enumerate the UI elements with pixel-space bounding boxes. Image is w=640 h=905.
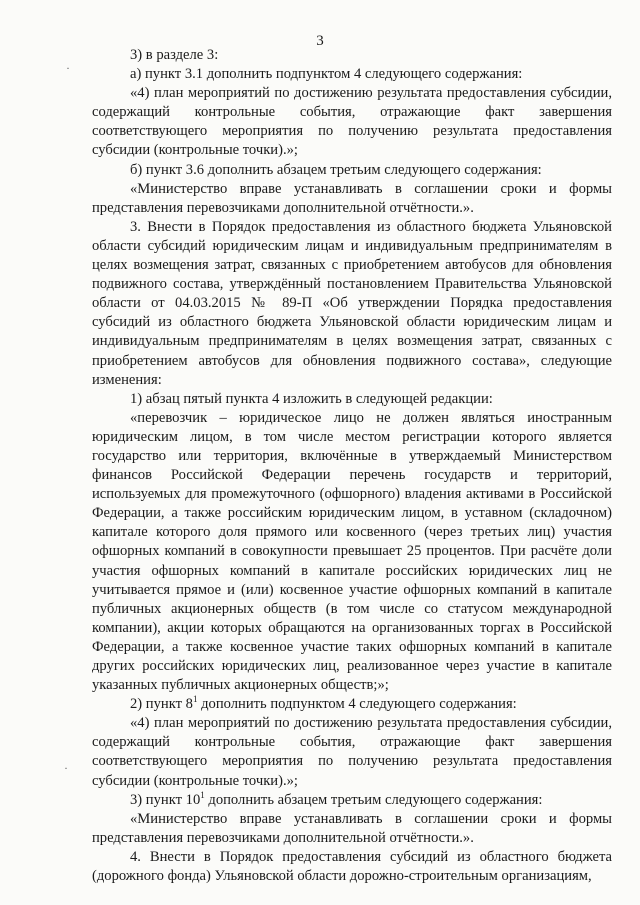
paragraph: «Министерство вправе устанавливать в соглашении сроки и формы представления перевозчиками дополнительной отчётности.». [92, 180, 612, 216]
document-body [92, 46, 612, 886]
paragraph: 3) пункт $10^1$ дополнить абзацем третьим следующего содержания: [130, 789, 543, 808]
paragraph: «перевозчик – юридическое лицо не должен являться иностранным юридическим лицом, в том числе местом регистрации которого является государство или территория, включённые в утверждаемый Министерством финансов Российской Федерации перечень государств и территорий, используемых для промежуточного (офшорного) владения активами в Российской Федерации, а также российским юридическим лицом, в уставном (складочном) капитале которого доля прямого или косвенного (через третьих лиц) участия офшорных компаний в совокупности превышает 25 процентов. При расчёте доли участия офшорных компаний в капитале российских юридических лиц не учитывается прямое и (или) косвенное участие офшорных компаний в капитале публичных акционерных обществ (в том числе со статусом международной компании), акции которых обращаются на организованных торгах в Российской Федерации, а также косвенное участие таких офшорных компаний в капитале других российских юридических лиц, реализованное через участие в капитале указанных публичных акционерных обществ;»; [92, 409, 612, 694]
paragraph: 3) в разделе 3: [130, 47, 219, 63]
paragraph: 3. Внести в Порядок предоставления из областного бюджета Ульяновской области субсидий юридическим лицам и индивидуальным предпринимателям в целях возмещения затрат, связанных с приобретением автобусов для обновления подвижного состава, утверждённый постановлением Правительства Ульяновской области от 04.03.2015 № 89-П «Об утверждении Порядка предоставления субсидий из областного бюджета Ульяновской области юридическим лицам и индивидуальным предпринимателям в целях возмещения затрат, связанных с приобретением автобусов для обновления подвижного состава», следующие изменения: [92, 218, 612, 388]
paragraph: 2) пункт $8^1$ дополнить подпунктом 4 следующего содержания: [130, 694, 517, 713]
paragraph: б) пункт 3.6 дополнить абзацем третьим следующего содержания: [130, 161, 542, 178]
superscript: 1 [200, 789, 205, 800]
paragraph: «4) план мероприятий по достижению результата предоставления субсидии, содержащий контрольные события, отражающие факт завершения соответствующего мероприятия по получению результата предоставления субсидии (контрольные точки).»; [92, 85, 612, 159]
paragraph: 4. Внести в Порядок предоставления субсидий из областного бюджета (дорожного фонда) Ульяновской области дорожно-строительным организациям, [92, 848, 612, 885]
page-number: 3 [316, 33, 324, 49]
paragraph: 1) абзац пятый пункта 4 изложить в следующей редакции: [130, 390, 493, 407]
scan-speck-mark: · [64, 761, 68, 775]
scan-speck-mark: · [66, 61, 70, 75]
paragraph: «Министерство вправе устанавливать в соглашении сроки и формы представления перевозчиками дополнительной отчётности.». [92, 810, 612, 846]
superscript: 1 [192, 694, 198, 705]
paragraph: «4) план мероприятий по достижению результата предоставления субсидии, содержащий контрольные события, отражающие факт завершения соответствующего мероприятия по получению результата предоставления субсидии (контрольные точки).»; [92, 715, 612, 789]
paragraph: а) пункт 3.1 дополнить подпунктом 4 следующего содержания: [130, 66, 523, 83]
